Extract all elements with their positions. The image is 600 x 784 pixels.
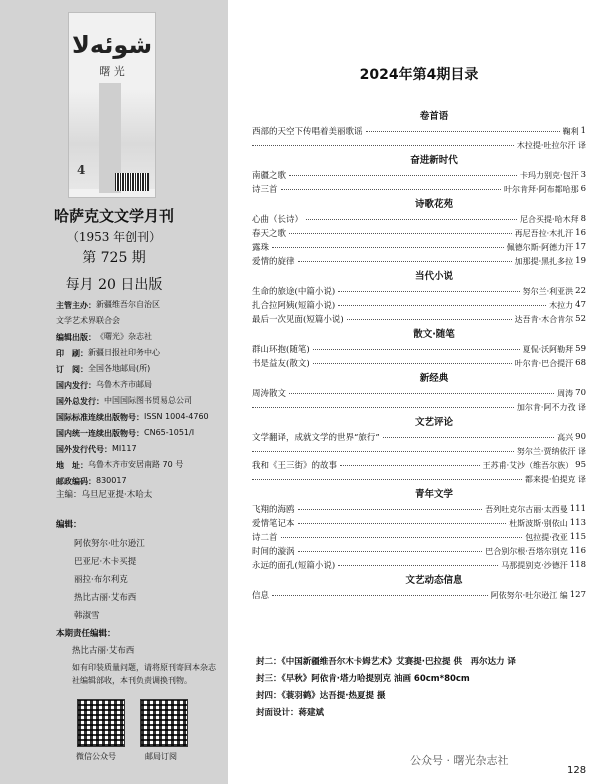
publication-info (56, 297, 226, 489)
toc-entry-page: 19 (575, 256, 586, 266)
toc-entry-page: 3 (580, 170, 586, 180)
cover-chinese-title: 曙 光 (99, 65, 125, 78)
info-key: 国外总发行： (56, 396, 104, 406)
toc-entry-page: 47 (575, 300, 586, 310)
toc-entry-author: 木拉力 (549, 300, 574, 310)
toc-leader-dots (272, 247, 504, 248)
toc-leader-dots (313, 363, 512, 364)
cover-barcode (115, 173, 149, 191)
info-value: 中国国际图书贸易总公司 (104, 396, 192, 405)
wechat-qr-code[interactable] (77, 699, 125, 747)
info-key: 订 阅： (56, 364, 88, 374)
toc-entry-author: 努尔兰·贾纳依汗 译 (516, 446, 586, 456)
toc-entry-author: 马那提别克·沙德汗 (501, 560, 568, 570)
sidebar (0, 0, 228, 784)
toc-entry-page: 70 (575, 388, 586, 398)
info-value: CN65-1051/I (144, 428, 195, 437)
toc-entry-author: 佩德尔斯·阿德力汗 (506, 242, 574, 252)
issue-number: 第 725 期 (82, 250, 146, 266)
toc-translator-line (252, 472, 586, 486)
toc-entry[interactable] (252, 226, 586, 240)
toc-entry-title: 西部的天空下传唱着美丽歌谣 (252, 127, 363, 137)
info-key: 邮政编码： (56, 476, 96, 486)
toc-translator-line (252, 444, 586, 458)
info-key: 国内统一连续出版物号： (56, 428, 144, 438)
toc-entry[interactable] (252, 182, 586, 196)
toc-leader-dots (252, 451, 514, 452)
toc-leader-dots (313, 349, 520, 350)
toc-entry-author: 杜斯波斯·别依山 (509, 518, 568, 528)
editor-name: 丽拉·布尔利克 (74, 575, 128, 585)
cover-issue-badge: 4 (77, 163, 86, 177)
toc-entry-title: 诗二首 (252, 533, 278, 543)
toc-entry-title: 周涛散文 (252, 389, 287, 399)
page-number: 128 (567, 765, 587, 776)
toc-entry-title: 心曲（长诗） (252, 215, 304, 225)
toc-entry[interactable] (252, 298, 586, 312)
toc-entry[interactable] (252, 168, 586, 182)
toc-entry-author: 木拉提·吐拉尔汗 译 (516, 140, 586, 150)
toc-section-heading: 文艺评论 (414, 417, 453, 428)
info-key: 国际标准连续出版物号： (56, 412, 144, 422)
toc-entry-author: 鞠利 (562, 126, 579, 136)
toc-entry-author: 王苏甫·艾沙（维吾尔族） (482, 460, 574, 470)
toc-entry-page: 59 (575, 344, 586, 354)
cover-credit-line: 封面设计：蒋建斌 (256, 708, 325, 718)
toc-entry-author: 达吾肯·木合肯尔 (514, 314, 574, 324)
info-value: 乌鲁木齐市安居南路 70 号 (88, 460, 184, 469)
toc-entry-page: 116 (569, 546, 586, 556)
info-row (56, 377, 226, 393)
info-value: 乌鲁木齐市邮局 (96, 380, 152, 389)
toc-entry[interactable] (252, 558, 586, 572)
toc-entry[interactable] (252, 516, 586, 530)
toc-entry-title: 永远的面孔(短篇小说) (252, 561, 336, 571)
responsible-editor-heading: 本期责任编辑： (56, 629, 116, 639)
toc-entry-author: 努尔兰·利亚洪 (522, 286, 574, 296)
toc-title: 2024年第4期目录 (359, 67, 479, 83)
toc-entry-page: 52 (575, 314, 586, 324)
toc-entry-title: 飞翔的海鸥 (252, 505, 295, 515)
info-value: 《曙光》杂志社 (96, 332, 152, 341)
cover-credit-line: 封二：《中国新疆维吾尔木卡姆艺术》艾赛提·巴拉提 供 再尔达力 译 (256, 657, 516, 667)
toc-leader-dots (383, 437, 554, 438)
toc-entry-page: 17 (575, 242, 586, 252)
toc-entry-title: 我和《王三街》的故事 (252, 461, 338, 471)
toc-entry-page: 113 (569, 518, 586, 528)
info-row (56, 297, 226, 313)
cover-credit-line: 封三：《早秋》阿依肯·塔力哈提别克 油画 60cm*80cm (256, 674, 470, 684)
toc-entry-author: 周涛 (557, 388, 574, 398)
info-key: 国外发行代号： (56, 444, 112, 454)
editor-name: 阿依努尔·吐尔逊江 (74, 539, 145, 549)
toc-entry[interactable] (252, 254, 586, 268)
toc-entry-title: 南疆之歌 (252, 171, 287, 181)
info-value: 830017 (96, 476, 127, 485)
toc-entry-title: 文学翻译，成就文学的世界“旅行” (252, 433, 380, 443)
info-value: ISSN 1004-4760 (144, 412, 209, 421)
info-value: MI117 (112, 444, 137, 453)
toc-entry[interactable] (252, 284, 586, 298)
toc-entry-title: 露珠 (252, 243, 270, 253)
toc-leader-dots (306, 219, 517, 220)
toc-entry[interactable] (252, 502, 586, 516)
toc-entry-page: 8 (580, 214, 586, 224)
info-key: 主管主办： (56, 300, 96, 310)
post-qr-label: 邮局订阅 (145, 752, 177, 761)
founded-year: （1953 年创刊） (66, 230, 162, 244)
toc-entry-page: 95 (575, 460, 586, 470)
info-value: 新疆维吾尔自治区 (96, 300, 160, 309)
toc-entry-title: 最后一次见面(短篇小说) (252, 315, 344, 325)
toc-entry-author: 巴合别尔根·吾塔尔别克 (485, 546, 568, 556)
toc-entry-title: 爱情笔记本 (252, 519, 295, 529)
info-row (56, 457, 226, 473)
info-key: 印 刷： (56, 348, 88, 358)
info-value: 文学艺术界联合会 (56, 316, 120, 325)
toc-entry-page: 1 (580, 126, 586, 136)
toc-entry[interactable] (252, 530, 586, 544)
editor-name: 热比古丽·艾布西 (74, 593, 137, 603)
toc-leader-dots (281, 537, 523, 538)
info-row (56, 441, 226, 457)
toc-leader-dots (298, 509, 483, 510)
toc-entry[interactable] (252, 124, 586, 138)
editors-list (74, 535, 145, 625)
editor-name: 巴亚尼·木卡买提 (74, 557, 137, 567)
toc-entry-author: 尼合买提·哈木拜 (520, 214, 579, 224)
toc-entry-author: 再尼吾拉·木扎汗 (514, 228, 574, 238)
toc-entry[interactable] (252, 544, 586, 558)
cover-uyghur-title: شوئەلا (71, 31, 153, 59)
toc-entry-page: 118 (569, 560, 586, 570)
toc-entry-author: 叶尔肯·巴合提汗 (514, 358, 574, 368)
toc-leader-dots (289, 393, 554, 394)
toc-entry-author: 加尔肯·阿不力孜 译 (516, 402, 586, 412)
toc-entry[interactable] (252, 430, 586, 444)
wechat-qr-label: 微信公众号 (76, 752, 116, 761)
toc-section-heading: 奋进新时代 (410, 155, 458, 166)
info-row (56, 313, 226, 329)
toc-leader-dots (298, 261, 512, 262)
quality-notice: 如有印装质量问题，请将原刊寄回本杂志社编辑部收，本刊负责调换刊物。 (72, 663, 216, 685)
toc-entry[interactable] (252, 212, 586, 226)
info-row (56, 409, 226, 425)
toc-leader-dots (298, 551, 483, 552)
toc-entry-title: 时间的漩涡 (252, 547, 295, 557)
toc-leader-dots (289, 233, 512, 234)
cover-credits (256, 654, 516, 722)
toc-section-heading: 当代小说 (414, 271, 453, 282)
toc-entry-page: 90 (575, 432, 586, 442)
toc-entry-author: 包拉提·孜亚 (525, 532, 568, 542)
cover-credit-line: 封四：《蓑羽鹤》达吾提·热夏提 摄 (256, 691, 386, 701)
info-row (56, 361, 226, 377)
toc-section-heading: 卷首语 (419, 111, 449, 122)
info-key: 编辑出版： (56, 332, 96, 342)
toc-entry[interactable] (252, 342, 586, 356)
toc-entry-author: 夏侃·沃阿勒拜 (522, 344, 574, 354)
toc-entry-title: 书是益友(散文) (252, 359, 310, 369)
editor-name: 韩淑雪 (74, 611, 100, 621)
toc-entry-author: 卡玛力别克·包汗 (520, 170, 579, 180)
toc-entry-page: 16 (575, 228, 586, 238)
info-row (56, 329, 226, 345)
toc-translator-line (252, 138, 586, 152)
toc-entry-page: 115 (569, 532, 586, 542)
toc-leader-dots (347, 319, 512, 320)
magazine-title: 哈萨克文文学月刊 (53, 207, 174, 225)
toc-leader-dots (281, 189, 502, 190)
toc-entry-title: 春天之歌 (252, 229, 287, 239)
wechat-watermark: 公众号 · 曙光杂志社 (410, 754, 509, 767)
info-row (56, 393, 226, 409)
toc-entry-title: 生命的旅途(中篇小说) (252, 287, 336, 297)
toc-leader-dots (252, 479, 522, 480)
toc-leader-dots (252, 407, 514, 408)
info-value: 全国各地邮局(所) (88, 364, 151, 373)
publication-frequency: 每月 20 日出版 (65, 277, 163, 293)
toc-section-heading: 新经典 (419, 373, 449, 384)
toc-leader-dots (338, 305, 546, 306)
toc-entry[interactable] (252, 386, 586, 400)
toc-entry-author: 高兴 (557, 432, 574, 442)
editor-in-chief: 主编：乌旦尼亚提·木哈太 (56, 490, 153, 500)
toc-leader-dots (298, 523, 507, 524)
toc-entry[interactable] (252, 240, 586, 254)
toc-leader-dots (338, 565, 498, 566)
toc-entry-page: 22 (575, 286, 586, 296)
toc-leader-dots (366, 131, 560, 132)
toc-entry-title: 群山环抱(随笔) (252, 345, 310, 355)
toc-entry-author: 加那提·黑扎多拉 (514, 256, 574, 266)
toc-entry-author: 叶尔肯拜·阿布都哈那 (504, 184, 579, 194)
info-row (56, 345, 226, 361)
toc-leader-dots (338, 291, 519, 292)
toc-entry-page: 111 (569, 504, 586, 514)
toc-section-heading: 青年文学 (414, 489, 453, 500)
toc-translator-line (252, 400, 586, 414)
toc-entry-title: 扎合拉阿姨(短篇小说) (252, 301, 336, 311)
toc-entry-page: 6 (580, 184, 586, 194)
toc-entry[interactable] (252, 588, 586, 602)
toc-entry[interactable] (252, 312, 586, 326)
magazine-cover-image (68, 12, 156, 198)
toc-leader-dots (340, 465, 480, 466)
toc-entry-page: 127 (569, 590, 586, 600)
toc-entry-title: 诗三首 (252, 185, 278, 195)
toc-entry[interactable] (252, 356, 586, 370)
info-value: 新疆日报社印务中心 (88, 348, 160, 357)
toc-entry-author: 都来提·伯提克 译 (524, 474, 586, 484)
info-row (56, 425, 226, 441)
toc-entry-page: 68 (575, 358, 586, 368)
toc-section-heading: 散文·随笔 (413, 329, 455, 340)
toc-entry-author: 吾列吐克尔古丽·太西曼 (485, 504, 568, 514)
toc-section-heading: 文艺动态信息 (405, 575, 463, 586)
toc-leader-dots (272, 595, 488, 596)
info-key: 国内发行： (56, 380, 96, 390)
info-key: 地 址： (56, 460, 88, 470)
post-subscription-qr-code[interactable] (140, 699, 188, 747)
toc-entry-title: 爱情的旋律 (252, 257, 295, 267)
info-row (56, 473, 226, 489)
toc-entry-title: 信息 (252, 591, 270, 601)
toc-leader-dots (252, 145, 514, 146)
toc-entry-author: 阿依努尔·吐尔逊江 编 (490, 590, 568, 600)
table-of-contents (252, 108, 586, 602)
editors-heading: 编辑： (56, 520, 82, 530)
responsible-editor: 热比古丽·艾布西 (72, 646, 135, 656)
toc-entry[interactable] (252, 458, 586, 472)
toc-leader-dots (289, 175, 517, 176)
toc-section-heading: 诗歌花苑 (414, 199, 453, 210)
